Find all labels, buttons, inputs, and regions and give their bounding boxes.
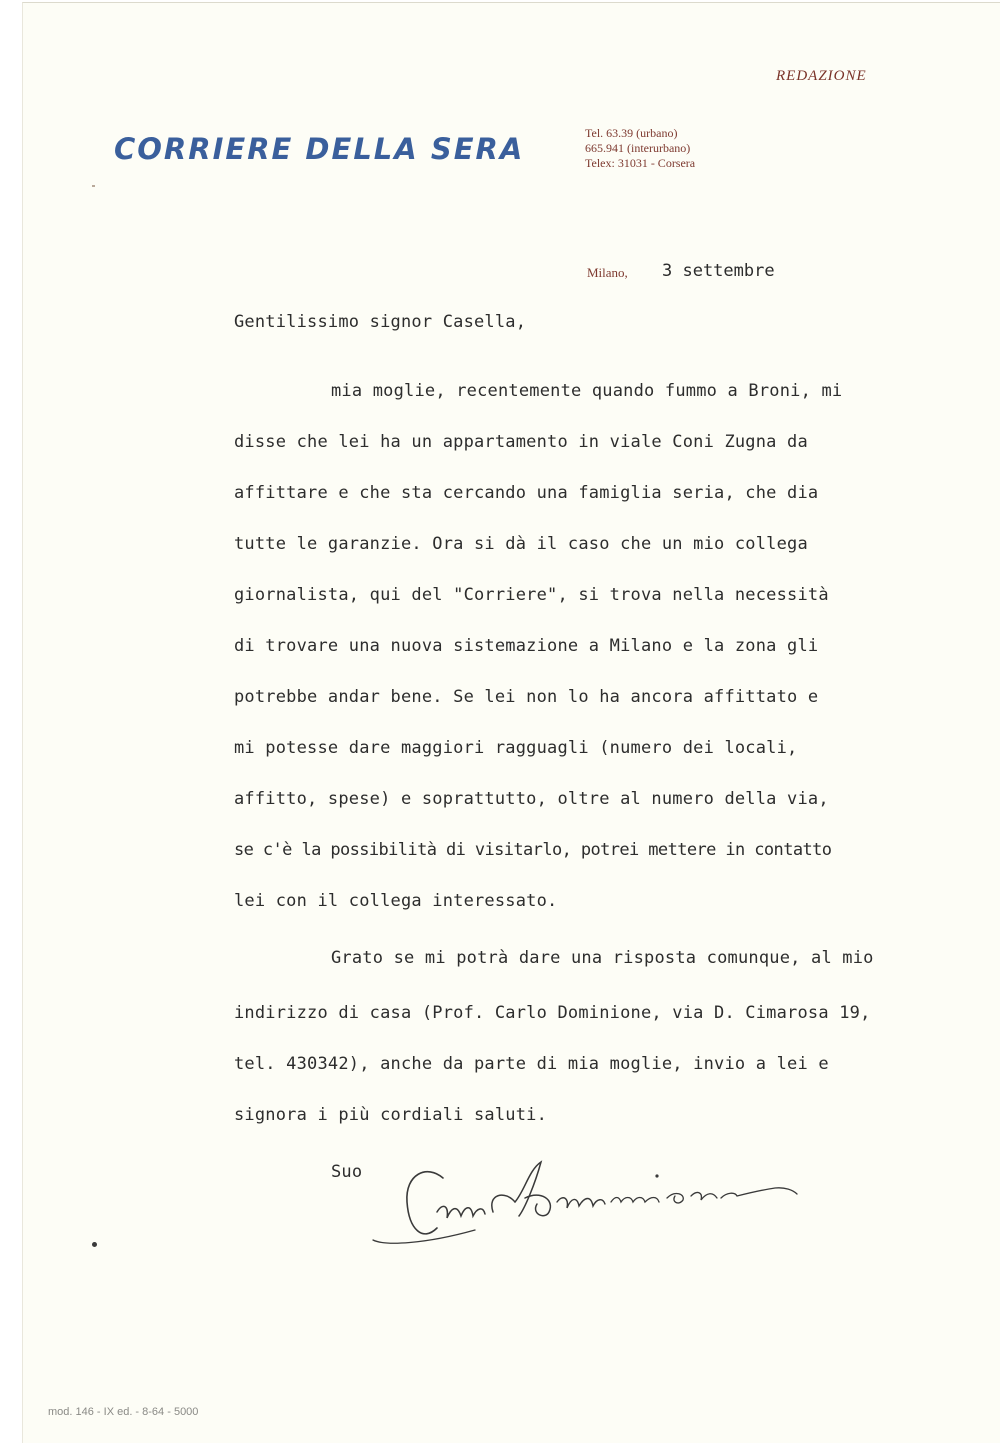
paragraph-line: di trovare una nuova sistemazione a Milano e la zona gli: [234, 636, 819, 656]
paper-mark: [92, 185, 95, 187]
dateline-place: Milano,: [587, 265, 628, 280]
contact-phone-urban: Tel. 63.39 (urbano): [585, 126, 678, 140]
paragraph-line: tutte le garanzie. Ora si dà il caso che un mio collega: [234, 534, 808, 554]
paragraph-line: se c'è la possibilità di visitarlo, potrei mettere in contatto: [234, 840, 832, 860]
handwritten-signature: [365, 1150, 805, 1250]
contact-block: [585, 126, 695, 171]
dateline-date: 3 settembre: [662, 261, 775, 281]
ink-dot: [92, 1242, 97, 1247]
paragraph-line: potrebbe andar bene. Se lei non lo ha ancora affittato e: [234, 687, 819, 707]
paragraph-line: giornalista, qui del "Corriere", si trova nella necessità: [234, 585, 829, 605]
paragraph-line: mia moglie, recentemente quando fummo a Broni, mi: [331, 381, 843, 401]
contact-phone-interurban: 665.941 (interurbano): [585, 141, 691, 155]
paragraph-line: Grato se mi potrà dare una risposta comunque, al mio: [331, 948, 874, 968]
contact-telex: Telex: 31031 - Corsera: [585, 156, 696, 170]
paragraph-line: tel. 430342), anche da parte di mia moglie, invio a lei e: [234, 1054, 829, 1074]
paragraph-line: affitto, spese) e soprattutto, oltre al numero della via,: [234, 789, 829, 809]
paragraph-line: affittare e che sta cercando una famiglia seria, che dia: [234, 483, 819, 503]
paragraph-line: indirizzo di casa (Prof. Carlo Dominione, via D. Cimarosa 19,: [234, 1003, 871, 1023]
salutation: Gentilissimo signor Casella,: [234, 312, 527, 332]
newspaper-masthead: CORRIERE DELLA SERA: [114, 132, 525, 166]
paragraph-line: lei con il collega interessato.: [234, 891, 558, 911]
department-label: REDAZIONE: [776, 68, 867, 84]
form-code-footer: mod. 146 - IX ed. - 8-64 - 5000: [48, 1406, 199, 1418]
paragraph-line: disse che lei ha un appartamento in viale Coni Zugna da: [234, 432, 808, 452]
paragraph-line: mi potesse dare maggiori ragguagli (numero dei locali,: [234, 738, 798, 758]
closing: Suo: [331, 1162, 363, 1182]
paragraph-line: signora i più cordiali saluti.: [234, 1105, 548, 1125]
